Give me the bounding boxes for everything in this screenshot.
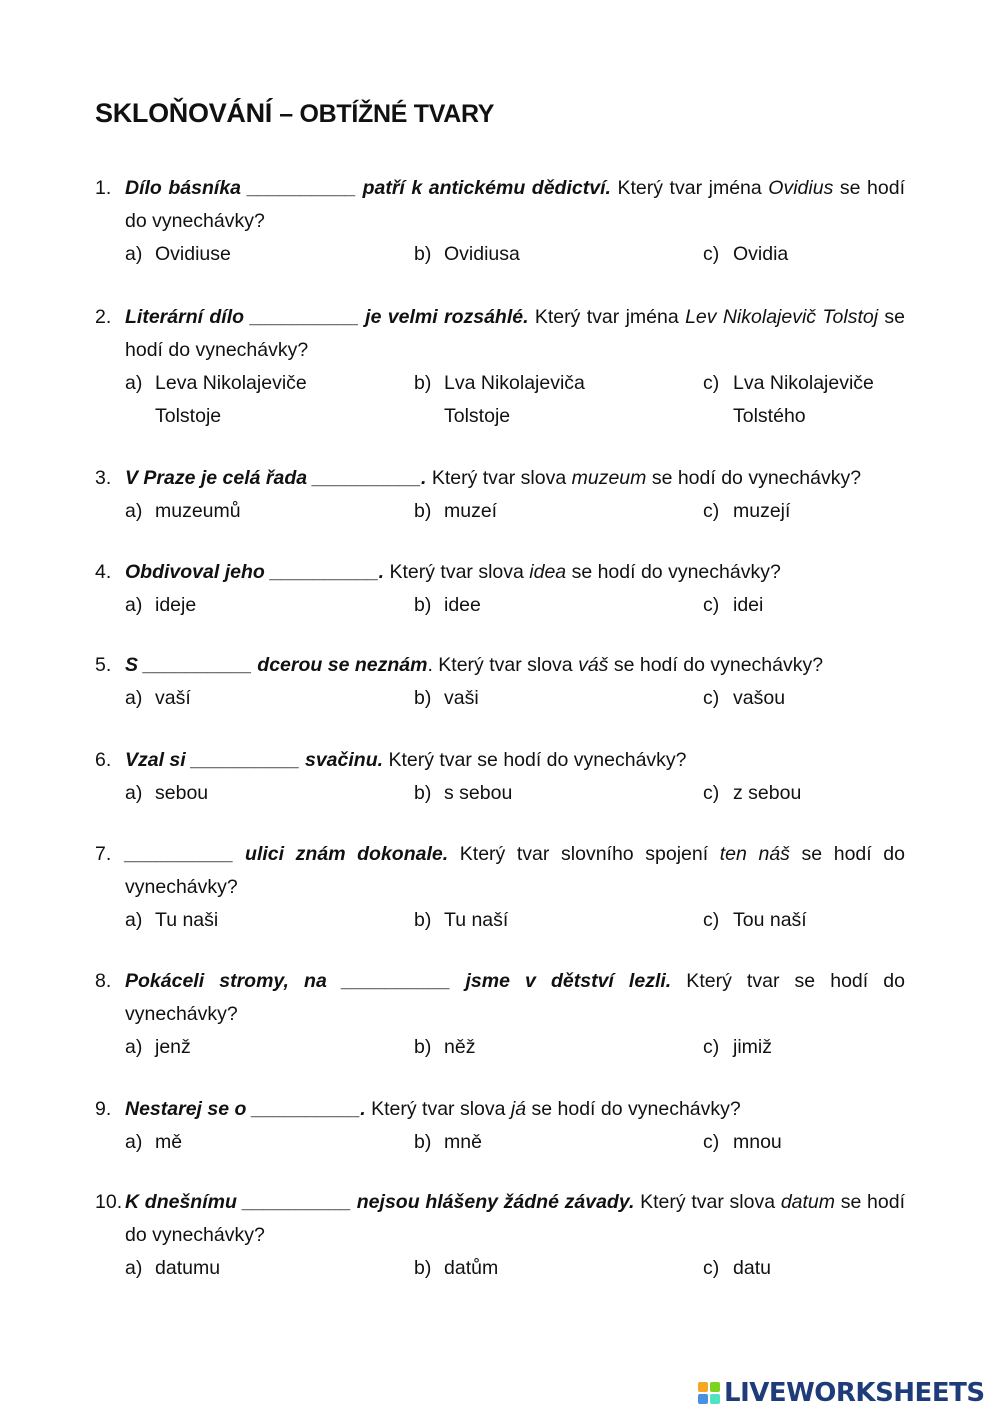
question-prompt-end: se hodí do vynechávky? bbox=[125, 306, 905, 361]
question-number: 4. bbox=[95, 561, 112, 583]
question-text bbox=[125, 301, 905, 367]
answer-option[interactable] bbox=[125, 777, 414, 810]
option-text bbox=[444, 1252, 703, 1285]
option-text bbox=[155, 1252, 414, 1285]
question-text bbox=[125, 462, 905, 495]
option-text bbox=[444, 367, 703, 433]
option-letter: c) bbox=[703, 1131, 720, 1153]
option-letter: a) bbox=[125, 1131, 143, 1153]
title-main: SKLOŇOVÁNÍ bbox=[95, 98, 273, 128]
option-letter: c) bbox=[703, 1257, 720, 1279]
question-prompt: Který tvar slova bbox=[365, 1098, 511, 1120]
option-letter: a) bbox=[125, 782, 143, 804]
option-letter: a) bbox=[125, 1036, 143, 1058]
logo-square bbox=[710, 1382, 720, 1392]
answer-option[interactable] bbox=[414, 367, 703, 433]
answer-option[interactable] bbox=[703, 682, 903, 715]
option-letter: b) bbox=[414, 782, 432, 804]
option-letter: b) bbox=[414, 594, 432, 616]
option-text bbox=[444, 1126, 703, 1159]
answer-option[interactable] bbox=[414, 1252, 703, 1285]
option-text-line: s sebou bbox=[444, 782, 513, 804]
question-number: 8. bbox=[95, 970, 112, 992]
answer-option[interactable] bbox=[414, 1126, 703, 1159]
answer-option[interactable] bbox=[703, 495, 903, 528]
option-text-line: Tolstého bbox=[733, 405, 806, 427]
option-letter: b) bbox=[414, 243, 432, 265]
question-sentence: Obdivoval jeho __________. bbox=[125, 561, 385, 583]
answer-option[interactable] bbox=[703, 589, 903, 622]
option-letter: c) bbox=[703, 243, 720, 265]
option-text bbox=[733, 777, 903, 810]
question-number: 9. bbox=[95, 1098, 112, 1120]
option-text-line: vašou bbox=[733, 687, 786, 709]
question-block bbox=[95, 556, 905, 622]
option-text-line: Tolstoje bbox=[444, 405, 511, 427]
question-prompt: Který tvar se hodí do vynechávky? bbox=[383, 749, 687, 771]
option-text-line: Tou naší bbox=[733, 909, 807, 931]
answer-options bbox=[125, 367, 905, 433]
title-sub: – OBTÍŽNÉ TVARY bbox=[279, 100, 495, 128]
question-prompt: Který tvar slova bbox=[426, 467, 572, 489]
logo-square bbox=[698, 1382, 708, 1392]
answer-options bbox=[125, 238, 905, 271]
question-text bbox=[125, 838, 905, 904]
logo-square bbox=[710, 1394, 720, 1404]
option-text-line: idee bbox=[444, 594, 481, 616]
option-letter: c) bbox=[703, 687, 720, 709]
question-block bbox=[95, 1093, 905, 1159]
option-text bbox=[444, 495, 703, 528]
answer-options bbox=[125, 1031, 905, 1064]
answer-options bbox=[125, 904, 905, 937]
question-prompt: . Který tvar slova bbox=[427, 654, 579, 676]
answer-option[interactable] bbox=[703, 1126, 903, 1159]
question-line bbox=[95, 744, 905, 777]
question-sentence: Pokáceli stromy, na __________ jsme v dětství lezli. bbox=[125, 970, 672, 992]
option-text bbox=[155, 682, 414, 715]
option-text bbox=[155, 589, 414, 622]
option-text-line: Tu naši bbox=[155, 909, 219, 931]
option-text-line: mnou bbox=[733, 1131, 782, 1153]
option-text-line: datumu bbox=[155, 1257, 221, 1279]
answer-options bbox=[125, 589, 905, 622]
option-text bbox=[444, 238, 703, 271]
answer-option[interactable] bbox=[703, 1031, 903, 1064]
answer-option[interactable] bbox=[414, 904, 703, 937]
question-line bbox=[95, 965, 905, 1031]
option-text-line: mně bbox=[444, 1131, 482, 1153]
option-text bbox=[155, 777, 414, 810]
answer-option[interactable] bbox=[414, 777, 703, 810]
question-prompt-end: se hodí do vynechávky? bbox=[125, 843, 905, 898]
question-prompt-end: se hodí do vynechávky? bbox=[526, 1098, 741, 1120]
question-sentence: Dílo básníka __________ patří k antickému dědictví. bbox=[125, 177, 611, 199]
question-text bbox=[125, 965, 905, 1031]
question-line bbox=[95, 1186, 905, 1252]
question-block bbox=[95, 301, 905, 433]
question-prompt-end: se hodí do vynechávky? bbox=[566, 561, 781, 583]
option-text-line: Tu naší bbox=[444, 909, 509, 931]
answer-option[interactable] bbox=[414, 1031, 703, 1064]
option-text-line: muzeumů bbox=[155, 500, 241, 522]
answer-option[interactable] bbox=[703, 1252, 903, 1285]
logo-square bbox=[698, 1394, 708, 1404]
option-text bbox=[155, 495, 414, 528]
question-block bbox=[95, 649, 905, 715]
question-block bbox=[95, 462, 905, 528]
question-prompt: Který tvar slova bbox=[384, 561, 530, 583]
answer-option[interactable] bbox=[414, 589, 703, 622]
option-text-line: Tolstoje bbox=[155, 405, 222, 427]
answer-option[interactable] bbox=[125, 682, 414, 715]
question-text bbox=[125, 744, 905, 777]
question-prompt-end: se hodí do vynechávky? bbox=[608, 654, 824, 676]
question-word: muzeum bbox=[571, 467, 647, 489]
option-text bbox=[444, 589, 703, 622]
option-text-line: z sebou bbox=[733, 782, 802, 804]
question-prompt: Který tvar se hodí do vynechávky? bbox=[125, 970, 905, 1025]
question-block bbox=[95, 1186, 905, 1285]
answer-option[interactable] bbox=[125, 589, 414, 622]
answer-option[interactable] bbox=[414, 495, 703, 528]
page-title bbox=[95, 98, 494, 129]
option-text bbox=[733, 1252, 903, 1285]
answer-option[interactable] bbox=[125, 238, 414, 271]
option-text-line: sebou bbox=[155, 782, 209, 804]
question-prompt-end: se hodí do vynechávky? bbox=[125, 1191, 905, 1246]
answer-option[interactable] bbox=[703, 777, 903, 810]
option-letter: a) bbox=[125, 372, 143, 394]
question-number: 6. bbox=[95, 749, 112, 771]
option-letter: c) bbox=[703, 500, 720, 522]
option-letter: b) bbox=[414, 372, 432, 394]
answer-option[interactable] bbox=[125, 1252, 414, 1285]
question-line bbox=[95, 838, 905, 904]
question-sentence: __________ ulici znám dokonale. bbox=[125, 843, 449, 865]
option-text bbox=[155, 367, 414, 433]
option-letter: b) bbox=[414, 500, 432, 522]
option-text-line: Leva Nikolajeviče bbox=[155, 372, 307, 394]
answer-option[interactable] bbox=[125, 1126, 414, 1159]
question-prompt-end: se hodí do vynechávky? bbox=[646, 467, 862, 489]
question-block bbox=[95, 172, 905, 271]
question-word: já bbox=[510, 1098, 527, 1120]
answer-option[interactable] bbox=[703, 238, 903, 271]
option-letter: c) bbox=[703, 782, 720, 804]
option-letter: a) bbox=[125, 594, 143, 616]
liveworksheets-logo bbox=[698, 1376, 985, 1410]
option-text-line: Lva Nikolajeviče bbox=[733, 372, 874, 394]
option-letter: a) bbox=[125, 909, 143, 931]
option-letter: c) bbox=[703, 909, 720, 931]
option-text-line: Ovidia bbox=[733, 243, 789, 265]
option-text bbox=[733, 367, 903, 433]
answer-option[interactable] bbox=[703, 367, 903, 433]
option-text-line: datu bbox=[733, 1257, 771, 1279]
question-block bbox=[95, 838, 905, 937]
option-letter: c) bbox=[703, 1036, 720, 1058]
option-letter: a) bbox=[125, 243, 143, 265]
question-block bbox=[95, 744, 905, 810]
question-sentence: Vzal si __________ svačinu. bbox=[125, 749, 384, 771]
answer-options bbox=[125, 777, 905, 810]
option-letter: b) bbox=[414, 1131, 432, 1153]
option-text-line: vaši bbox=[444, 687, 479, 709]
option-text-line: vaší bbox=[155, 687, 191, 709]
option-letter: a) bbox=[125, 687, 143, 709]
option-text bbox=[155, 1031, 414, 1064]
question-word: datum bbox=[780, 1191, 836, 1213]
question-sentence: V Praze je celá řada __________. bbox=[125, 467, 427, 489]
option-text bbox=[444, 777, 703, 810]
question-text bbox=[125, 556, 905, 589]
question-word: Lev Nikolajevič Tolstoj bbox=[685, 306, 879, 328]
option-text bbox=[444, 1031, 703, 1064]
answer-option[interactable] bbox=[125, 495, 414, 528]
liveworksheets-logo-icon bbox=[698, 1382, 720, 1404]
question-text bbox=[125, 172, 905, 238]
option-text bbox=[733, 1031, 903, 1064]
option-text-line: muzeí bbox=[444, 500, 498, 522]
answer-option[interactable] bbox=[414, 682, 703, 715]
option-text-line: muzejí bbox=[733, 500, 791, 522]
option-text bbox=[733, 589, 903, 622]
question-line bbox=[95, 649, 905, 682]
option-text bbox=[155, 904, 414, 937]
option-text-line: něž bbox=[444, 1036, 476, 1058]
logo-text: LIVEWORKSHEETS bbox=[724, 1378, 985, 1408]
question-text bbox=[125, 1186, 905, 1252]
option-text-line: Ovidiuse bbox=[155, 243, 231, 265]
question-line bbox=[95, 556, 905, 589]
question-line bbox=[95, 462, 905, 495]
question-word: Ovidius bbox=[768, 177, 834, 199]
option-text bbox=[733, 682, 903, 715]
option-text bbox=[733, 904, 903, 937]
option-letter: b) bbox=[414, 1257, 432, 1279]
question-sentence: K dnešnímu __________ nejsou hlášeny žádné závady. bbox=[125, 1191, 635, 1213]
answer-option[interactable] bbox=[703, 904, 903, 937]
option-text bbox=[444, 904, 703, 937]
answer-options bbox=[125, 495, 905, 528]
option-text bbox=[155, 238, 414, 271]
question-prompt: Který tvar slovního spojení bbox=[448, 843, 720, 865]
option-text-line: jenž bbox=[155, 1036, 191, 1058]
question-text bbox=[125, 649, 905, 682]
option-letter: c) bbox=[703, 372, 720, 394]
option-text-line: jimiž bbox=[733, 1036, 772, 1058]
option-text bbox=[733, 1126, 903, 1159]
option-letter: b) bbox=[414, 909, 432, 931]
option-text-line: ideje bbox=[155, 594, 197, 616]
option-letter: a) bbox=[125, 500, 143, 522]
question-prompt: Který tvar slova bbox=[634, 1191, 781, 1213]
question-prompt: Který tvar jména bbox=[528, 306, 686, 328]
question-prompt-end: se hodí do vynechávky? bbox=[125, 177, 905, 232]
answer-option[interactable] bbox=[414, 238, 703, 271]
answer-options bbox=[125, 1252, 905, 1285]
option-letter: b) bbox=[414, 687, 432, 709]
answer-option[interactable] bbox=[125, 1031, 414, 1064]
answer-options bbox=[125, 682, 905, 715]
question-number: 5. bbox=[95, 654, 112, 676]
question-word: váš bbox=[578, 654, 609, 676]
answer-option[interactable] bbox=[125, 367, 414, 433]
question-line bbox=[95, 1093, 905, 1126]
question-sentence: Nestarej se o __________. bbox=[125, 1098, 366, 1120]
question-number: 3. bbox=[95, 467, 112, 489]
option-text-line: mě bbox=[155, 1131, 183, 1153]
question-block bbox=[95, 965, 905, 1064]
question-line bbox=[95, 172, 905, 238]
question-number: 7. bbox=[95, 843, 112, 865]
option-text-line: idei bbox=[733, 594, 764, 616]
option-text bbox=[733, 495, 903, 528]
option-text-line: Lva Nikolajeviča bbox=[444, 372, 585, 394]
option-letter: a) bbox=[125, 1257, 143, 1279]
question-sentence: Literární dílo __________ je velmi rozsáhlé. bbox=[125, 306, 529, 328]
question-number: 10. bbox=[95, 1191, 123, 1213]
question-line bbox=[95, 301, 905, 367]
option-text bbox=[155, 1126, 414, 1159]
answer-option[interactable] bbox=[125, 904, 414, 937]
option-text-line: datům bbox=[444, 1257, 499, 1279]
question-number: 1. bbox=[95, 177, 112, 199]
option-text bbox=[444, 682, 703, 715]
option-letter: c) bbox=[703, 594, 720, 616]
option-letter: b) bbox=[414, 1036, 432, 1058]
answer-options bbox=[125, 1126, 905, 1159]
question-sentence: S __________ dcerou se neznám bbox=[125, 654, 428, 676]
question-text bbox=[125, 1093, 905, 1126]
question-number: 2. bbox=[95, 306, 112, 328]
question-word: idea bbox=[529, 561, 567, 583]
question-word: ten náš bbox=[719, 843, 790, 865]
option-text-line: Ovidiusa bbox=[444, 243, 520, 265]
question-prompt: Který tvar jména bbox=[610, 177, 769, 199]
option-text bbox=[733, 238, 903, 271]
